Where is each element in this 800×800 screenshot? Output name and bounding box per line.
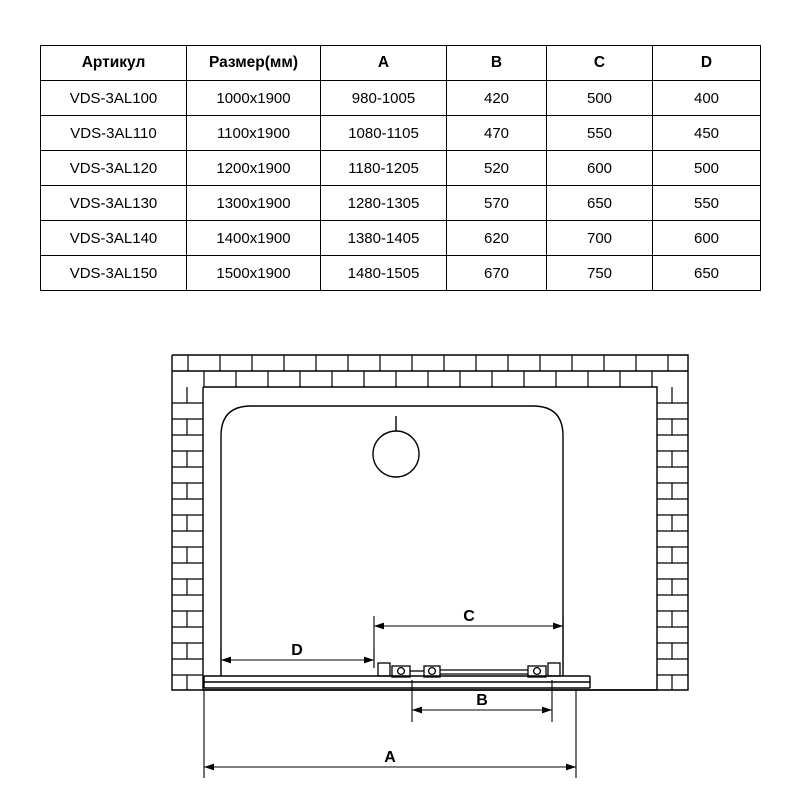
- cell-d: 600: [653, 221, 761, 256]
- cell-d: 500: [653, 151, 761, 186]
- table-row: [41, 256, 761, 291]
- table-row: [41, 116, 761, 151]
- glass-door-leaf: [440, 670, 528, 674]
- table-row: [41, 81, 761, 116]
- cell-article: VDS-3AL130: [41, 186, 187, 221]
- cell-b: 420: [447, 81, 547, 116]
- table-row: [41, 186, 761, 221]
- cell-c: 500: [547, 81, 653, 116]
- cell-a: 1180-1205: [321, 151, 447, 186]
- table-row: [41, 151, 761, 186]
- column-header-size: Размер(мм): [187, 46, 321, 81]
- cell-a: 1380-1405: [321, 221, 447, 256]
- cell-size: 1300x1900: [187, 186, 321, 221]
- cell-d: 450: [653, 116, 761, 151]
- cell-article: VDS-3AL150: [41, 256, 187, 291]
- specification-table: [40, 45, 761, 291]
- cell-d: 400: [653, 81, 761, 116]
- column-header-c: C: [547, 46, 653, 81]
- table-row: [41, 221, 761, 256]
- cell-d: 550: [653, 186, 761, 221]
- cell-c: 750: [547, 256, 653, 291]
- cell-a: 1480-1505: [321, 256, 447, 291]
- cell-b: 520: [447, 151, 547, 186]
- cell-b: 570: [447, 186, 547, 221]
- dimension-label-c: C: [463, 608, 475, 625]
- cell-d: 650: [653, 256, 761, 291]
- bottom-rail: [204, 676, 590, 688]
- column-header-a: A: [321, 46, 447, 81]
- cell-b: 670: [447, 256, 547, 291]
- cell-article: VDS-3AL100: [41, 81, 187, 116]
- wall-bricks-right: [657, 387, 688, 690]
- cell-article: VDS-3AL120: [41, 151, 187, 186]
- cell-a: 1280-1305: [321, 186, 447, 221]
- cell-size: 1400x1900: [187, 221, 321, 256]
- spec-table-container: [40, 45, 760, 291]
- cell-a: 1080-1105: [321, 116, 447, 151]
- roller-hardware-left: [378, 663, 440, 677]
- cell-c: 550: [547, 116, 653, 151]
- table-header-row: [41, 46, 761, 81]
- cell-c: 650: [547, 186, 653, 221]
- cell-c: 600: [547, 151, 653, 186]
- cell-article: VDS-3AL140: [41, 221, 187, 256]
- cell-size: 1100x1900: [187, 116, 321, 151]
- cell-article: VDS-3AL110: [41, 116, 187, 151]
- dimension-label-a: A: [384, 749, 396, 766]
- shower-head-icon: [373, 416, 419, 477]
- dimension-label-b: B: [476, 692, 488, 709]
- glass-panel-assembly: [221, 406, 563, 676]
- cell-b: 470: [447, 116, 547, 151]
- wall-bricks-left: [172, 387, 203, 690]
- wall-outline: [172, 355, 688, 690]
- column-header-article: Артикул: [41, 46, 187, 81]
- dimension-label-d: D: [291, 642, 303, 659]
- cell-a: 980-1005: [321, 81, 447, 116]
- roller-hardware-right: [528, 663, 560, 677]
- cell-b: 620: [447, 221, 547, 256]
- cell-size: 1000x1900: [187, 81, 321, 116]
- technical-drawing: [0, 330, 800, 800]
- cell-c: 700: [547, 221, 653, 256]
- cell-size: 1500x1900: [187, 256, 321, 291]
- column-header-b: B: [447, 46, 547, 81]
- cell-size: 1200x1900: [187, 151, 321, 186]
- column-header-d: D: [653, 46, 761, 81]
